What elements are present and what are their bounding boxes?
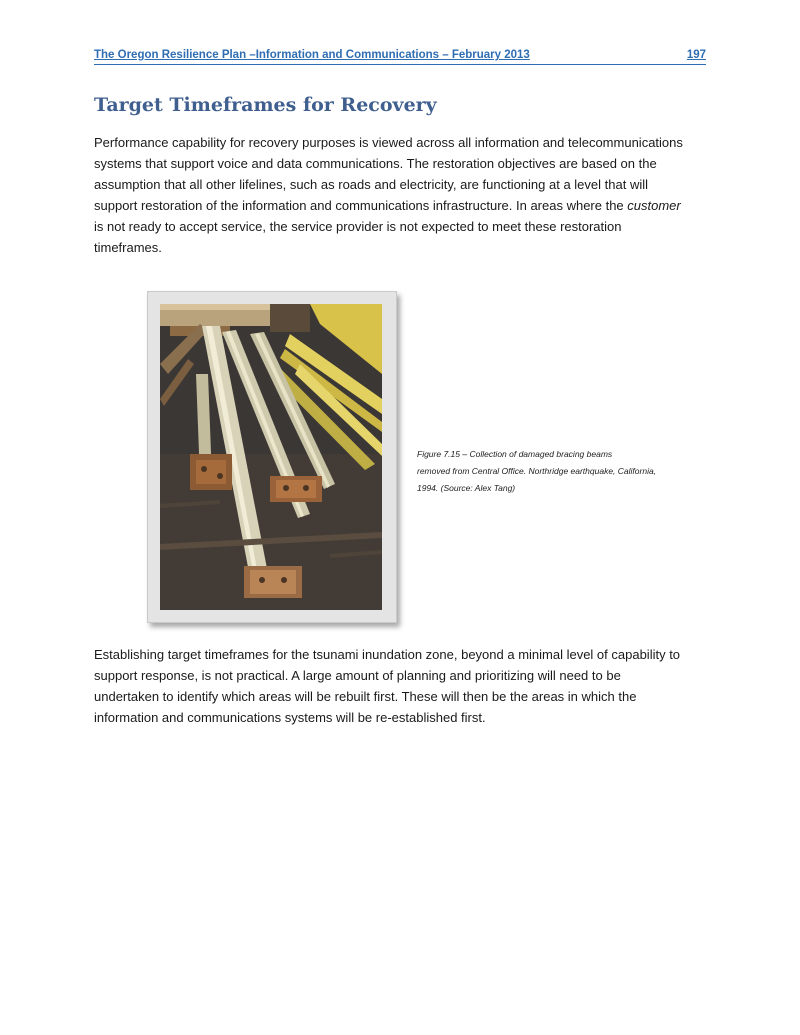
paragraph-line: undertaken to identify which areas will be rebuilt first. These will then be the areas in which the bbox=[94, 689, 637, 704]
paragraph-line: assumption that all other lifelines, such as roads and electricity, are functioning at a level that will bbox=[94, 177, 648, 192]
caption-line: 1994. (Source: Alex Tang) bbox=[417, 483, 516, 493]
paragraph-line: support response, is not practical. A large amount of planning and prioritizing will need to be bbox=[94, 668, 621, 683]
page-number: 197 bbox=[686, 49, 706, 61]
damaged-beams-photo bbox=[160, 304, 382, 610]
body-paragraph-1 bbox=[94, 132, 714, 258]
body-paragraph-2 bbox=[94, 644, 714, 728]
caption-line: Figure 7.15 – Collection of damaged bracing beams bbox=[417, 449, 613, 459]
paragraph-line bbox=[94, 195, 714, 216]
running-header bbox=[94, 48, 706, 65]
paragraph-text: support restoration of the information and communications infrastructure. In areas where the bbox=[94, 198, 628, 213]
paragraph-line: Performance capability for recovery purposes is viewed across all information and telecommunications bbox=[94, 135, 683, 150]
figure-caption bbox=[417, 446, 707, 497]
emphasized-word: customer bbox=[627, 198, 681, 213]
paragraph-line: systems that support voice and data communications. The restoration objectives are based on the bbox=[94, 156, 657, 171]
figure-photo-frame bbox=[147, 291, 397, 623]
paragraph-line: Establishing target timeframes for the tsunami inundation zone, beyond a minimal level of capability to bbox=[94, 647, 681, 662]
damaged-beams-illustration bbox=[160, 304, 382, 610]
paragraph-line: is not ready to accept service, the service provider is not expected to meet these restoration bbox=[94, 219, 622, 234]
caption-line: removed from Central Office. Northridge earthquake, California, bbox=[417, 466, 657, 476]
section-heading: Target Timeframes for Recovery bbox=[94, 94, 437, 116]
paragraph-line: timeframes. bbox=[94, 240, 162, 255]
document-title: The Oregon Resilience Plan –Information and Communications – February 2013 bbox=[94, 49, 530, 61]
paragraph-line: information and communications systems will be re-established first. bbox=[94, 710, 486, 725]
